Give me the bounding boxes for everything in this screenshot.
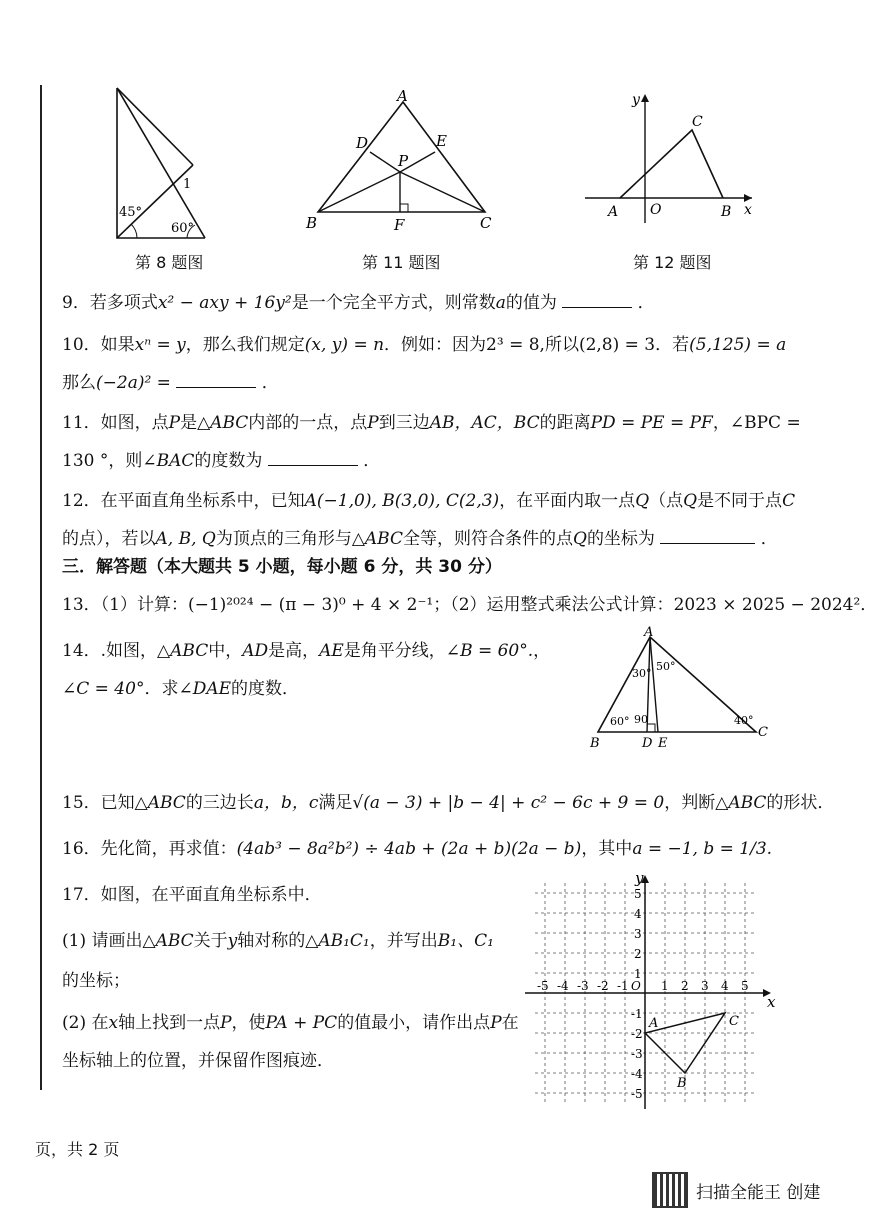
angle-30-label: 30° <box>632 667 652 680</box>
question-17-line-1: 17．如图，在平面直角坐标系中． <box>62 885 322 905</box>
y-tick-label: 3 <box>634 927 642 941</box>
figure-12 <box>580 88 760 228</box>
point-d-label: D <box>642 736 653 751</box>
origin-label: O <box>631 979 641 993</box>
y-tick-label: -2 <box>631 1027 643 1041</box>
x-axis-label: x <box>767 993 776 1011</box>
origin-label: O <box>650 202 662 218</box>
point-c-label: C <box>729 1014 739 1029</box>
section-3-heading: 三．解答题（本大题共 5 小题，每小题 6 分，共 30 分） <box>62 557 502 577</box>
y-tick-label: 2 <box>634 947 642 961</box>
point-e-label: E <box>436 132 447 150</box>
question-11-line-1: 11．如图，点P是△ABC内部的一点，点P到三边AB，AC，BC的距离PD = PE = PF，∠BPC = <box>62 413 801 433</box>
x-axis-label: x <box>744 202 752 218</box>
point-a-label: A <box>608 204 619 220</box>
question-17-line-5: 坐标轴上的位置，并保留作图痕迹． <box>62 1051 334 1071</box>
point-f-label: F <box>394 216 405 234</box>
x-tick-label: 5 <box>741 979 749 993</box>
y-tick-label: 4 <box>634 907 642 921</box>
point-b-label: B <box>721 204 732 220</box>
point-a-label: A <box>644 625 654 640</box>
answer-blank[interactable] <box>268 451 358 466</box>
qr-code-icon <box>652 1172 688 1208</box>
page-footer: 页，共 2 页 <box>35 1140 120 1159</box>
figure-12-caption: 第 12 题图 <box>633 253 712 272</box>
angle-60-label: 60° <box>171 221 195 236</box>
y-tick-label: 5 <box>634 887 642 901</box>
answer-blank[interactable] <box>176 373 256 388</box>
angle-45-label: 45° <box>119 205 143 220</box>
point-c-label: C <box>480 214 492 232</box>
figure-8-caption: 第 8 题图 <box>135 253 204 272</box>
point-e-label: E <box>658 736 668 751</box>
x-tick-label: -2 <box>597 979 609 993</box>
point-c-label: C <box>758 725 768 740</box>
answer-blank[interactable] <box>660 529 755 544</box>
y-tick-label: -3 <box>631 1047 643 1061</box>
figure-17-grid <box>525 869 776 1110</box>
question-14-line-2: ∠C = 40°．求∠DAE的度数． <box>62 679 300 699</box>
question-16: 16．先化简，再求值：(4ab³ − 8a²b²) ÷ 4ab + (2a + b)(2a − b)，其中a = −1, b = 1/3. <box>62 839 773 859</box>
question-12-line-2: 的点），若以A, B, Q为顶点的三角形与△ABC全等，则符合条件的点Q的坐标为 ． <box>62 529 778 549</box>
point-a-label: A <box>397 87 408 105</box>
watermark-text: 扫描全能王 创建 <box>696 1182 821 1203</box>
question-17-line-3: 的坐标； <box>62 971 130 991</box>
question-17-line-2: (1) 请画出△ABC关于y轴对称的△AB₁C₁，并写出B₁、C₁ <box>62 931 494 951</box>
question-10-line-2: 那么(−2a)² = ． <box>62 373 279 393</box>
y-tick-label: -5 <box>631 1087 643 1101</box>
answer-blank[interactable] <box>562 293 632 308</box>
question-15: 15．已知△ABC的三边长a，b，c满足√(a − 3) + |b − 4| + c² − 6c + 9 = 0，判断△ABC的形状． <box>62 793 835 813</box>
x-tick-label: -4 <box>557 979 569 993</box>
figure-11 <box>300 87 500 235</box>
question-14-line-1: 14．.如图，△ABC中，AD是高，AE是角平分线，∠B = 60°.， <box>62 641 551 661</box>
x-tick-label: -3 <box>577 979 589 993</box>
question-13: 13．（1）计算：(−1)²⁰²⁴ − (π − 3)⁰ + 4 × 2⁻¹；（2）运用整式乘法公式计算：2023 × 2025 − 2024²． <box>62 595 877 615</box>
figure-14 <box>588 625 778 750</box>
scanner-watermark <box>652 1172 820 1208</box>
point-b-label: B <box>306 214 318 232</box>
y-tick-label: -1 <box>631 1007 643 1021</box>
question-10-line-1: 10．如果xⁿ = y，那么我们规定(x, y) = n．例如：因为2³ = 8,所以(2,8) = 3．若(5,125) = a <box>62 335 787 355</box>
angle-50-label: 50° <box>656 660 676 673</box>
x-tick-label: 4 <box>721 979 729 993</box>
y-tick-label: 1 <box>634 967 642 981</box>
x-tick-label: -5 <box>537 979 549 993</box>
figure-8 <box>105 80 225 245</box>
question-9: 9．若多项式x² − axy + 16y²是一个完全平方式，则常数a的值为 ． <box>62 293 655 313</box>
y-tick-label: -4 <box>631 1067 643 1081</box>
x-tick-label: 2 <box>681 979 689 993</box>
angle-40-label: 40° <box>734 714 754 727</box>
point-d-label: D <box>356 134 369 152</box>
point-c-label: C <box>692 114 703 130</box>
question-11-line-2: 130 °，则∠BAC的度数为 ． <box>62 451 381 471</box>
y-axis-label: y <box>632 92 640 108</box>
point-p-label: P <box>398 152 409 170</box>
x-tick-label: 3 <box>701 979 709 993</box>
point-a-label: A <box>649 1016 659 1031</box>
question-17-line-4: (2) 在x轴上找到一点P，使PA + PC的值最小，请作出点P在 <box>62 1013 519 1033</box>
question-12-line-1: 12．在平面直角坐标系中，已知A(−1,0), B(3,0), C(2,3)，在平面内取一点Q（点Q是不同于点C <box>62 491 796 511</box>
x-tick-label: -1 <box>617 979 629 993</box>
angle-60-label: 60° <box>610 715 630 728</box>
angle-90-label: 90 <box>634 713 648 726</box>
angle-1-label: 1 <box>183 177 192 192</box>
point-b-label: B <box>677 1076 687 1091</box>
margin-rule <box>40 85 42 1090</box>
figure-11-caption: 第 11 题图 <box>362 253 441 272</box>
point-b-label: B <box>590 736 600 751</box>
x-tick-label: 1 <box>661 979 669 993</box>
y-axis-label: y <box>635 869 644 887</box>
